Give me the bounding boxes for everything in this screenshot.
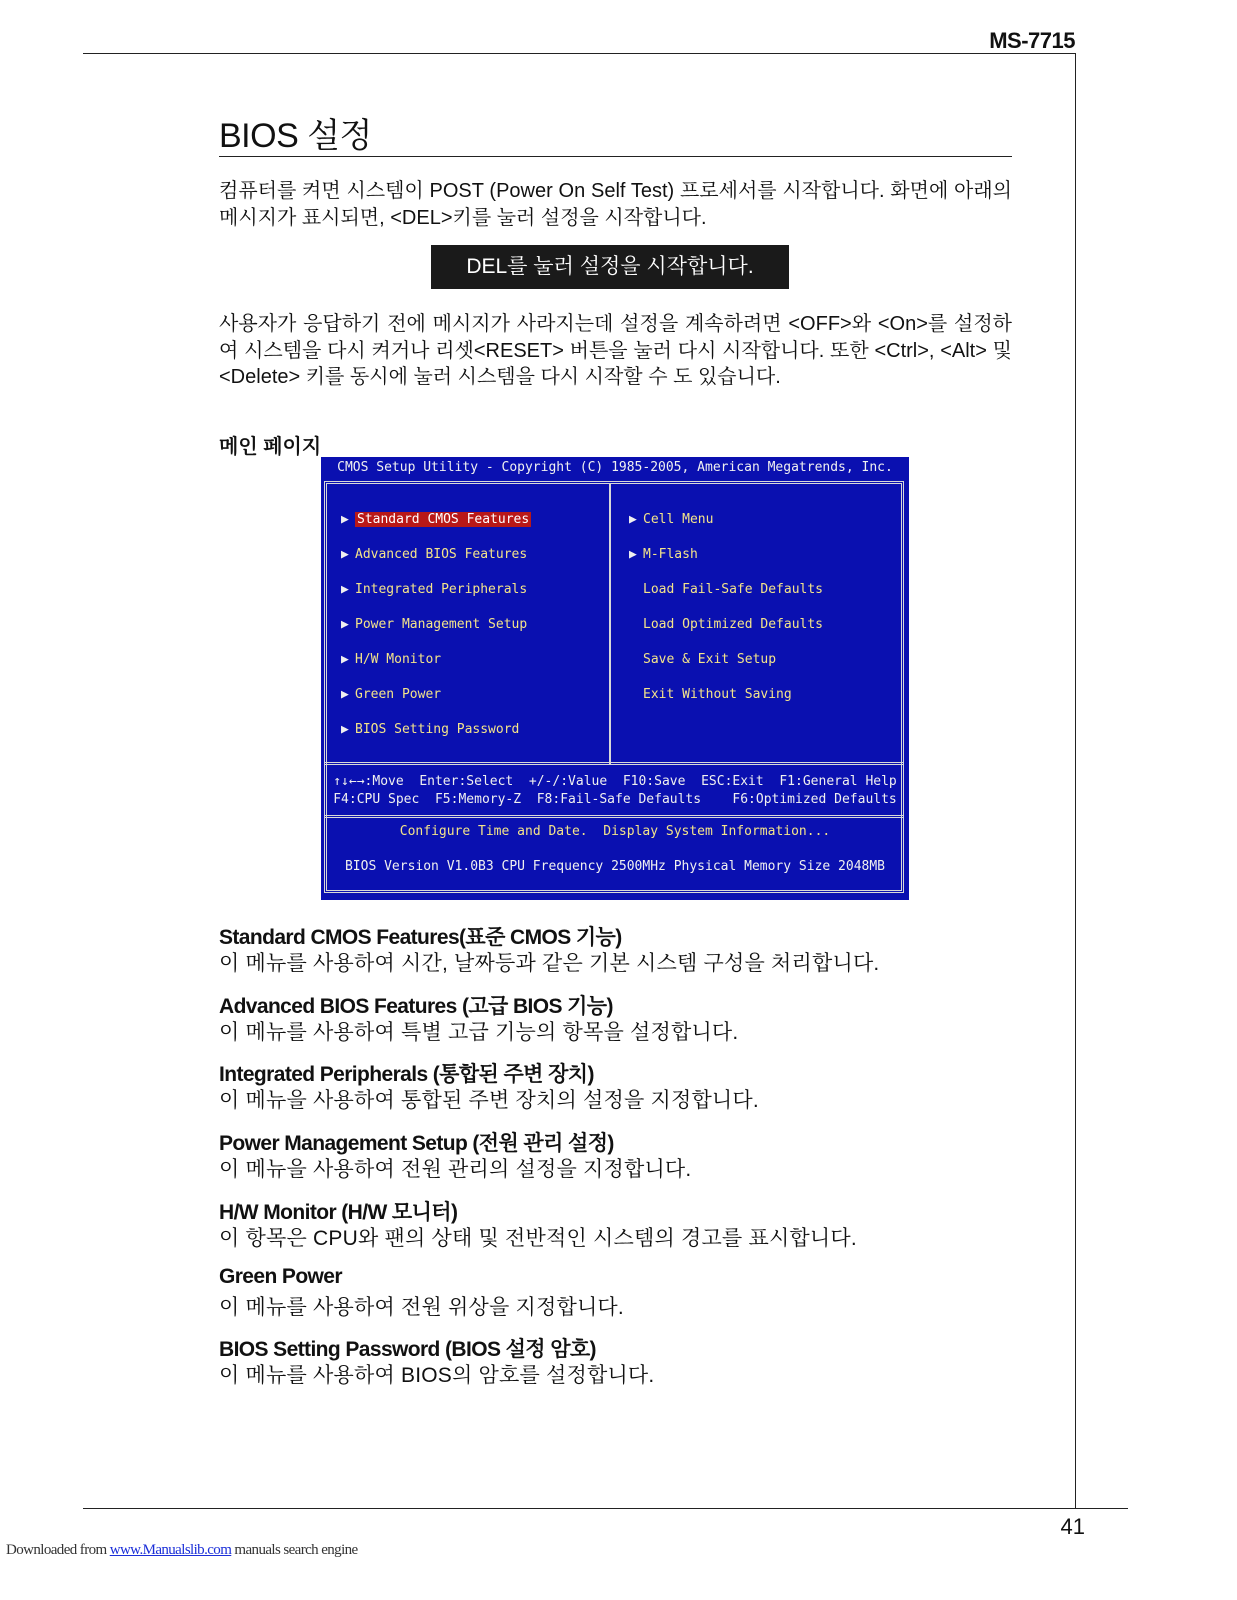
title-rule (219, 156, 1012, 157)
intro-paragraph: 컴퓨터를 켜면 시스템이 POST (Power On Self Test) 프로세서를 시작합니다. 화면에 아래의 메시지가 표시되면, <DEL>키를 눌러 설정을 시작합니다. (219, 180, 1012, 229)
bios-help-line-2: F4:CPU Spec F5:Memory-Z F8:Fail-Safe Defaults F6:Optimized Defaults (333, 792, 897, 807)
section-heading-green-power: Green Power (219, 1265, 342, 1288)
manualslib-link[interactable]: www.Manualslib.com (109, 1542, 232, 1558)
header-rule (83, 53, 1076, 54)
section-body-standard-cmos: 이 메뉴를 사용하여 시간, 날짜등과 같은 기본 시스템 구성을 처리합니다. (219, 952, 880, 975)
section-heading-hw-monitor: H/W Monitor (H/W 모니터) (219, 1201, 458, 1224)
section-body-bios-password: 이 메뉴를 사용하여 BIOS의 암호를 설정합니다. (219, 1364, 655, 1387)
section-body-power-management: 이 메뉴을 사용하여 전원 관리의 설정을 지정합니다. (219, 1158, 692, 1181)
main-page-label: 메인 페이지 (219, 436, 322, 458)
section-body-hw-monitor: 이 항목은 CPU와 팬의 상태 및 전반적인 시스템의 경고를 표시합니다. (219, 1227, 857, 1250)
bios-description: Configure Time and Date. Display System Information... (399, 824, 831, 839)
bios-menu-standard-cmos[interactable]: ▶ Standard CMOS Features (341, 510, 531, 530)
bios-menu-hw-monitor[interactable]: ▶ H/W Monitor (341, 650, 441, 670)
bios-menu-power-management[interactable]: ▶ Power Management Setup (341, 615, 527, 635)
arrow-right-icon: ▶ (341, 617, 349, 632)
del-message-box: DEL를 눌러 설정을 시작합니다. (431, 245, 789, 289)
arrow-right-icon: ▶ (629, 547, 637, 562)
bios-menu-load-optimized[interactable]: Load Optimized Defaults (643, 617, 824, 632)
margin-line (1075, 53, 1076, 1508)
bios-menu-advanced-bios[interactable]: ▶ Advanced BIOS Features (341, 545, 527, 565)
bios-menu-exit-without-saving[interactable]: Exit Without Saving (643, 687, 792, 702)
bios-title: CMOS Setup Utility - Copyright (C) 1985-2005, American Megatrends, Inc. (321, 457, 909, 479)
bios-menu-integrated-peripherals[interactable]: ▶ Integrated Peripherals (341, 580, 527, 600)
section-body-integrated-peripherals: 이 메뉴을 사용하여 통합된 주변 장치의 설정을 지정합니다. (219, 1089, 759, 1112)
section-body-advanced-bios: 이 메뉴를 사용하여 특별 고급 기능의 항목을 설정합니다. (219, 1021, 739, 1044)
arrow-right-icon: ▶ (341, 652, 349, 667)
bios-menu-save-exit[interactable]: Save & Exit Setup (643, 652, 777, 667)
footer-rule (83, 1508, 1128, 1509)
section-heading-standard-cmos: Standard CMOS Features(표준 CMOS 기능) (219, 926, 622, 949)
page-number: 41 (1060, 1514, 1085, 1539)
download-footer: Downloaded from www.Manualslib.com manuals search engine (6, 1542, 358, 1558)
section-heading-integrated-peripherals: Integrated Peripherals (통합된 주변 장치) (219, 1063, 594, 1086)
bios-screenshot (321, 457, 909, 900)
section-body-green-power: 이 메뉴를 사용하여 전원 위상을 지정합니다. (219, 1296, 624, 1319)
section-heading-bios-password: BIOS Setting Password (BIOS 설정 암호) (219, 1338, 596, 1361)
arrow-right-icon: ▶ (341, 687, 349, 702)
bios-divider-help (324, 762, 904, 765)
model-number: MS-7715 (989, 28, 1075, 53)
arrow-right-icon: ▶ (341, 547, 349, 562)
arrow-right-icon: ▶ (629, 512, 637, 527)
arrow-right-icon: ▶ (341, 582, 349, 597)
bios-divider-vertical (609, 484, 611, 764)
arrow-right-icon: ▶ (341, 722, 349, 737)
restart-paragraph: 사용자가 응답하기 전에 메시지가 사라지는데 설정을 계속하려면 <OFF>와 <On>를 설정하여 시스템을 다시 켜거나 리셋<RESET> 버튼을 눌러 다시 시작합니다. 또한 <Ctrl>, <Alt> 및 <Delete> 키를 동시에 눌러 시스템을 다시 시작할 수 도 있습니다. (219, 313, 1012, 388)
bios-menu-load-failsafe[interactable]: Load Fail-Safe Defaults (643, 582, 824, 597)
bios-divider-desc (324, 815, 904, 818)
arrow-right-icon: ▶ (341, 512, 349, 527)
bios-version-line: BIOS Version V1.0B3 CPU Frequency 2500MHz Physical Memory Size 2048MB (344, 859, 886, 874)
section-heading-power-management: Power Management Setup (전원 관리 설정) (219, 1132, 614, 1155)
bios-menu-m-flash[interactable]: ▶ M-Flash (629, 545, 698, 565)
bios-menu-cell-menu[interactable]: ▶ Cell Menu (629, 510, 713, 530)
bios-menu-setting-password[interactable]: ▶ BIOS Setting Password (341, 720, 519, 740)
section-heading-advanced-bios: Advanced BIOS Features (고급 BIOS 기능) (219, 995, 613, 1018)
page-title: BIOS 설정 (219, 117, 372, 155)
bios-menu-green-power[interactable]: ▶ Green Power (341, 685, 441, 705)
bios-help-line-1: ↑↓←→:Move Enter:Select +/-/:Value F10:Save ESC:Exit F1:General Help (333, 774, 897, 789)
